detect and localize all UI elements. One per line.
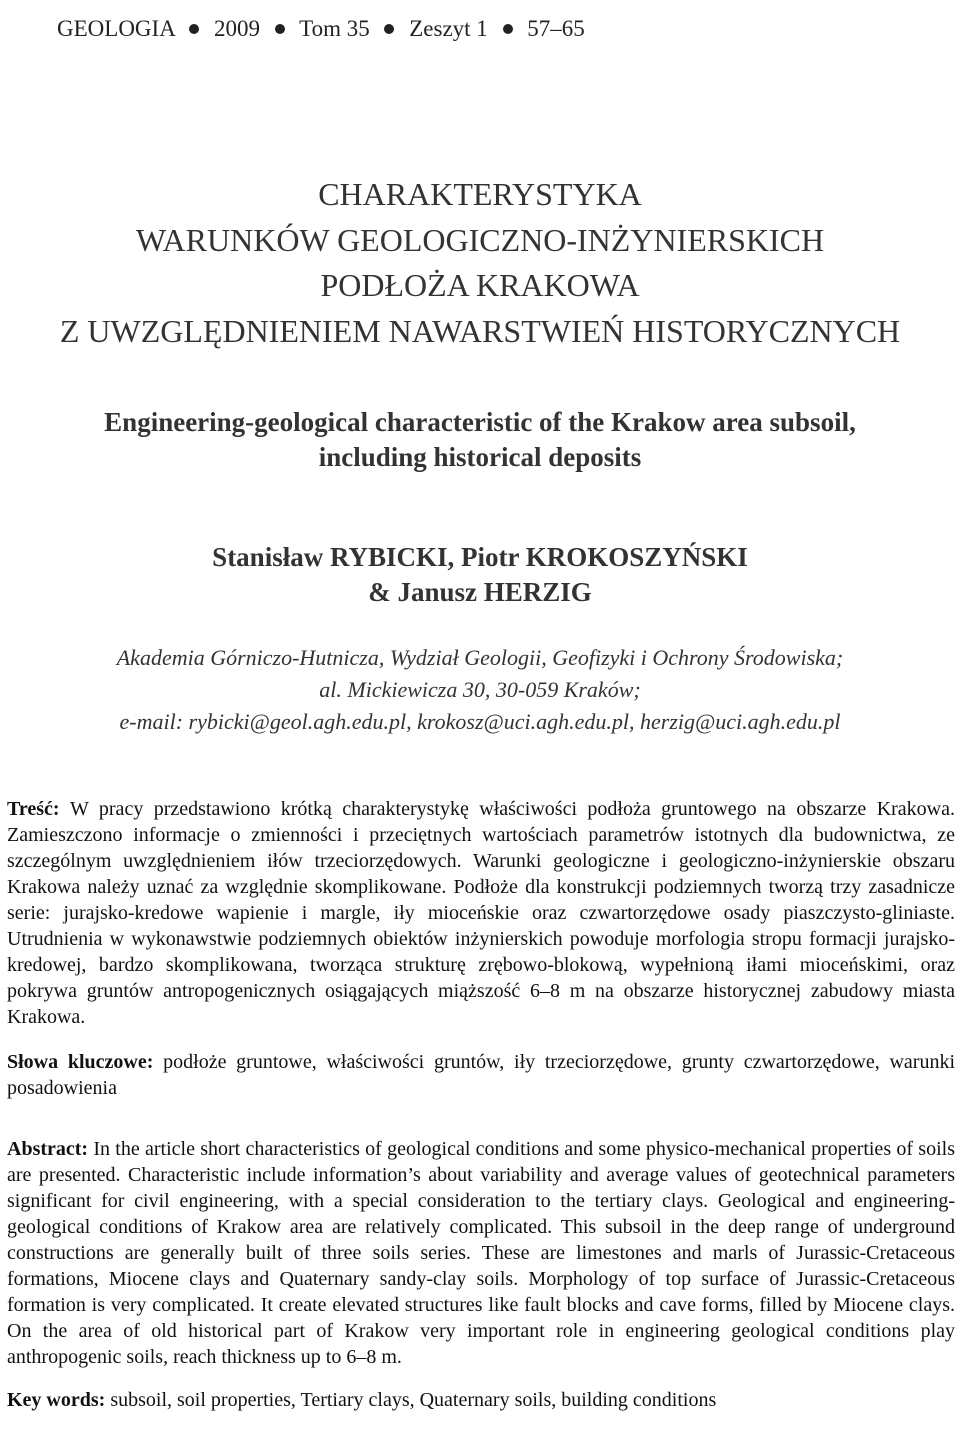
english-title — [0, 405, 960, 475]
english-keywords — [7, 1387, 955, 1413]
title-line: CHARAKTERYSTYKA — [318, 176, 642, 212]
authors-line: Stanisław RYBICKI, Piotr KROKOSZYŃSKI — [212, 542, 748, 572]
journal-year: 2009 — [214, 16, 261, 41]
title-line: PODŁOŻA KRAKOWA — [320, 267, 640, 303]
english-abstract-text: In the article short characteristics of geological conditions and some physico-mechanical properties of soils are presented. Characteristic include information’s about variability and average values of geotechnical parameters significant for civil engineering, with a special consideration to the tertiary clays. Geological and engineering-geological conditions of Krakow area are relatively complicated. This subsoil in the deep range of underground constructions are generally built of three soils series. These are limestones and marls of Jurassic-Cretaceous formations, Miocene clays and Quaternary sandy-clay soils. Morphology of top surface of Jurassic-Cretaceous formation is very complicated. It create elevated structures like fault blocks and cave forms, filled by Miocene clays. On the area of old historical part of Krakow very important role in engineering geological conditions play anthropogenic soils, reach thickness up to 6–8 m. — [7, 1138, 955, 1368]
polish-abstract-text: W pracy przedstawiono krótką charakterystykę właściwości podłoża gruntowego na obszarze Krakowa. Zamieszczono informacje o zmienności i przeciętnych wartościach parametrów istotnych dla budownictwa, ze szczególnym uwzględnieniem iłów trzeciorzędowych. Warunki geologiczne i geologiczno-inżynierskie obszaru Krakowa należy uznać za względnie skomplikowane. Podłoże dla konstrukcji podziemnych tworzą trzy zasadnicze serie: jurajsko-kredowe wapienie i margle, iły mioceńskie oraz czwartorzędowe osady piaszczysto-gliniaste. Utrudnienia w wykonawstwie podziemnych obiektów inżynierskich powoduje morfologia stropu formacji jurajsko-kredowej, bardzo skomplikowana, tworząca strukturę zrębowo-blokową, wypełnioną iłami mioceńskimi, oraz pokrywa gruntów antropogenicznych osiągających miąższość 6–8 m na obszarze historycznej zabudowy miasta Krakowa. — [7, 798, 955, 1028]
bullet-separator-icon — [503, 24, 513, 34]
authors-line: & Janusz HERZIG — [368, 577, 592, 607]
affiliation-line: al. Mickiewicza 30, 30-059 Kraków; — [319, 677, 641, 702]
affiliation-line: Akademia Górniczo-Hutnicza, Wydział Geologii, Geofizyki i Ochrony Środowiska; — [116, 645, 844, 670]
english-keywords-text: subsoil, soil properties, Tertiary clays, Quaternary soils, building conditions — [110, 1389, 717, 1411]
english-title-line: including historical deposits — [318, 442, 642, 472]
english-keywords-label: Key words: — [7, 1389, 111, 1411]
polish-keywords-text: podłoże gruntowe, właściwości gruntów, iły trzeciorzędowe, grunty czwartorzędowe, warunki posadowienia — [7, 1051, 955, 1099]
journal-header — [57, 14, 585, 44]
polish-abstract-label: Treść: — [7, 798, 70, 820]
bullet-separator-icon — [384, 24, 394, 34]
journal-volume: Tom 35 — [299, 16, 370, 41]
affiliation — [0, 642, 960, 738]
article-title — [0, 172, 960, 354]
polish-keywords-label: Słowa kluczowe: — [7, 1051, 164, 1073]
title-line: WARUNKÓW GEOLOGICZNO-INŻYNIERSKICH — [135, 221, 825, 258]
bullet-separator-icon — [275, 24, 285, 34]
polish-keywords — [7, 1049, 955, 1101]
polish-abstract — [7, 796, 955, 1030]
journal-name: GEOLOGIA — [57, 16, 175, 41]
title-line: Z UWZGLĘDNIENIEM NAWARSTWIEŃ HISTORYCZNYCH — [59, 312, 901, 349]
english-title-line: Engineering-geological characteristic of the Krakow area subsoil, — [104, 407, 856, 437]
journal-issue: Zeszyt 1 — [409, 16, 488, 41]
english-abstract — [7, 1136, 955, 1370]
english-abstract-label: Abstract: — [7, 1138, 94, 1160]
journal-pages: 57–65 — [527, 16, 585, 41]
affiliation-line: e-mail: rybicki@geol.agh.edu.pl, krokosz@uci.agh.edu.pl, herzig@uci.agh.edu.pl — [119, 709, 841, 734]
bullet-separator-icon — [189, 24, 199, 34]
authors — [0, 540, 960, 610]
